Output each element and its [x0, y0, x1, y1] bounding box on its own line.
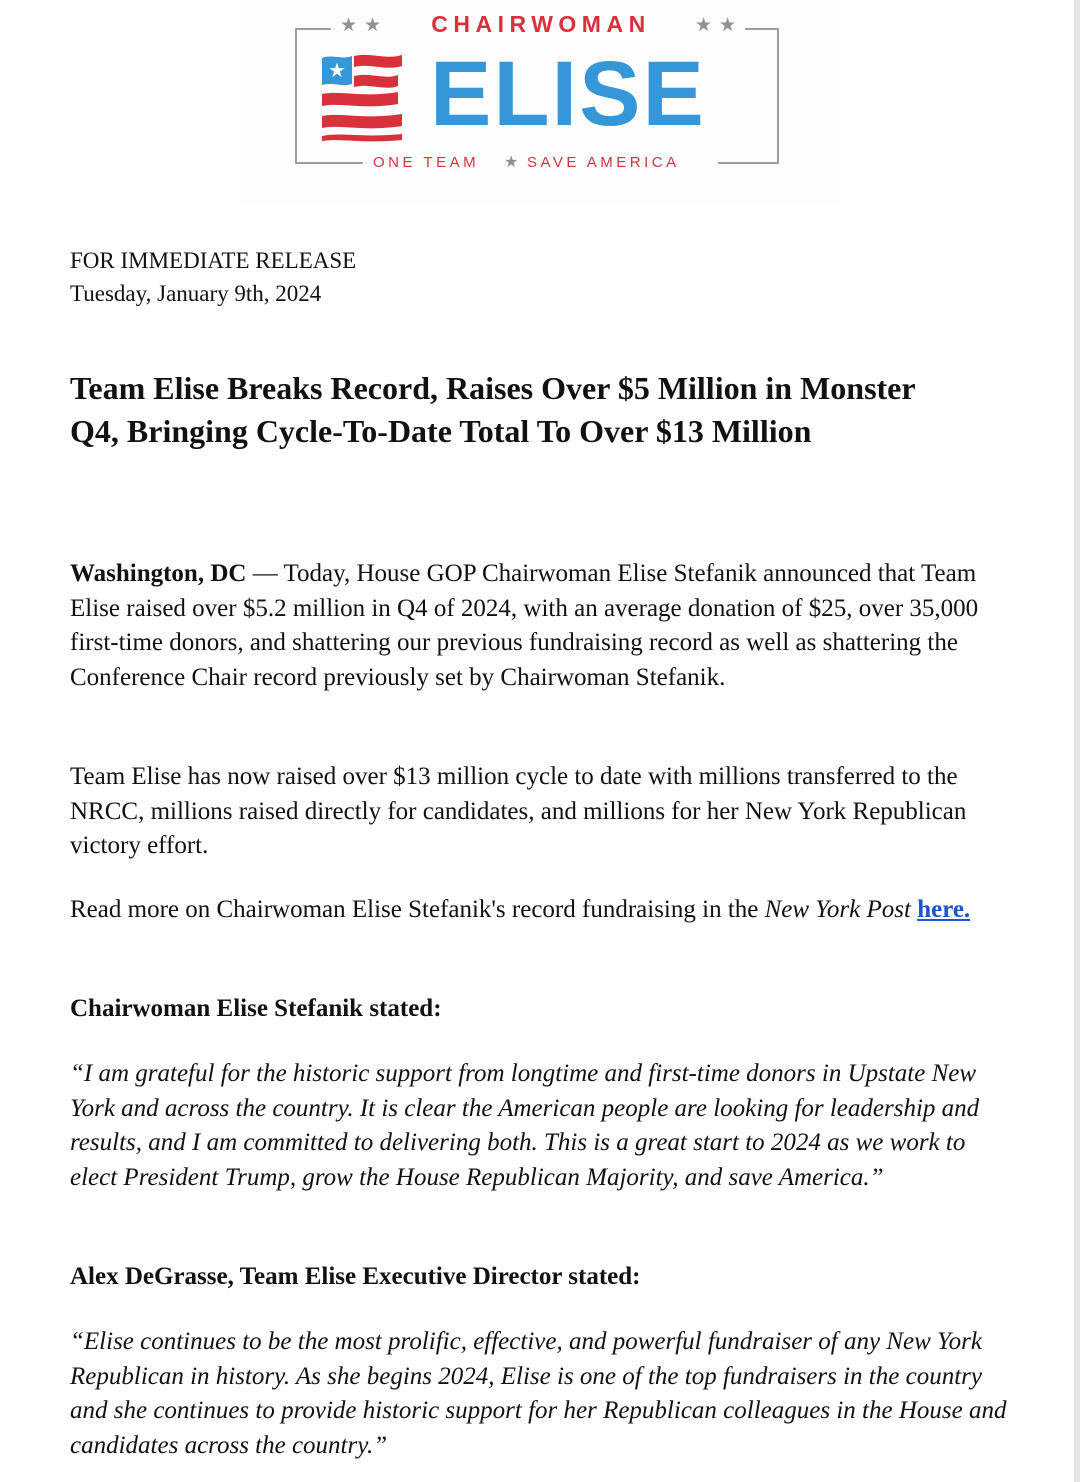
paragraph-1: [70, 557, 1015, 695]
frame-bottom-left-line: [295, 162, 363, 164]
svg-text:★: ★: [328, 58, 346, 82]
star-icons-left: ★★: [340, 14, 389, 36]
release-label: FOR IMMEDIATE RELEASE: [70, 248, 357, 273]
tagline-right: SAVE AMERICA: [527, 154, 680, 171]
logo-name: ELISE: [430, 43, 706, 145]
paragraph-1-text: — Today, House GOP Chairwoman Elise Stefanik announced that Team Elise raised over $5.2 million in Q4 of 2024, with an average donation of $25, over 35,000 first-time donors, and shattering our previous fundraising record as well as shattering the Conference Chair record previously set by Chairwoman Stefanik.: [70, 560, 979, 691]
here-link[interactable]: here.: [917, 896, 971, 923]
speaker-2: Alex DeGrasse, Team Elise Executive Director stated:: [70, 1263, 641, 1290]
paragraph-3: [70, 893, 1015, 928]
tagline-left: ONE TEAM: [373, 154, 480, 171]
frame-top-right-line: [745, 28, 779, 30]
paragraph-2: Team Elise has now raised over $13 million cycle to date with millions transferred to the NRCC, millions raised directly for candidates, and millions for her New York Republican victory effort.: [70, 763, 967, 859]
frame-bottom-right-line: [718, 162, 779, 164]
headline: Team Elise Breaks Record, Raises Over $5 Million in Monster Q4, Bringing Cycle-To-Date Total To Over $13 Million: [70, 370, 915, 449]
speaker-1: Chairwoman Elise Stefanik stated:: [70, 995, 442, 1022]
flag-e-icon: [318, 50, 410, 142]
quote-1: “I am grateful for the historic support from longtime and first-time donors in Upstate New York and across the country. It is clear the American people are looking for leadership and results, and I am committed to delivering both. This is a great start to 2024 as we work to elect President Trump, grow the House Republican Majority, and save America.”: [70, 1060, 980, 1191]
page-edge: [1074, 0, 1080, 1482]
quote-2: “Elise continues to be the most prolific, effective, and powerful fundraiser of any New York Republican in history. As she begins 2024, Elise is one of the top fundraisers in the country and she continues to provide historic support for her Republican colleagues in the House and candidates across the country.”: [70, 1328, 1007, 1459]
paragraph-3-text: Read more on Chairwoman Elise Stefanik's record fundraising in the: [70, 896, 765, 923]
release-date: Tuesday, January 9th, 2024: [70, 281, 322, 306]
star-icons-right: ★★: [695, 14, 744, 36]
tagline-star-icon: ★: [504, 152, 519, 171]
publication-name: New York Post: [764, 896, 911, 923]
frame-top-left-line: [295, 28, 331, 30]
dateline: Washington, DC: [70, 560, 247, 587]
release-info: [70, 244, 1030, 310]
logo-title: CHAIRWOMAN: [431, 11, 651, 37]
